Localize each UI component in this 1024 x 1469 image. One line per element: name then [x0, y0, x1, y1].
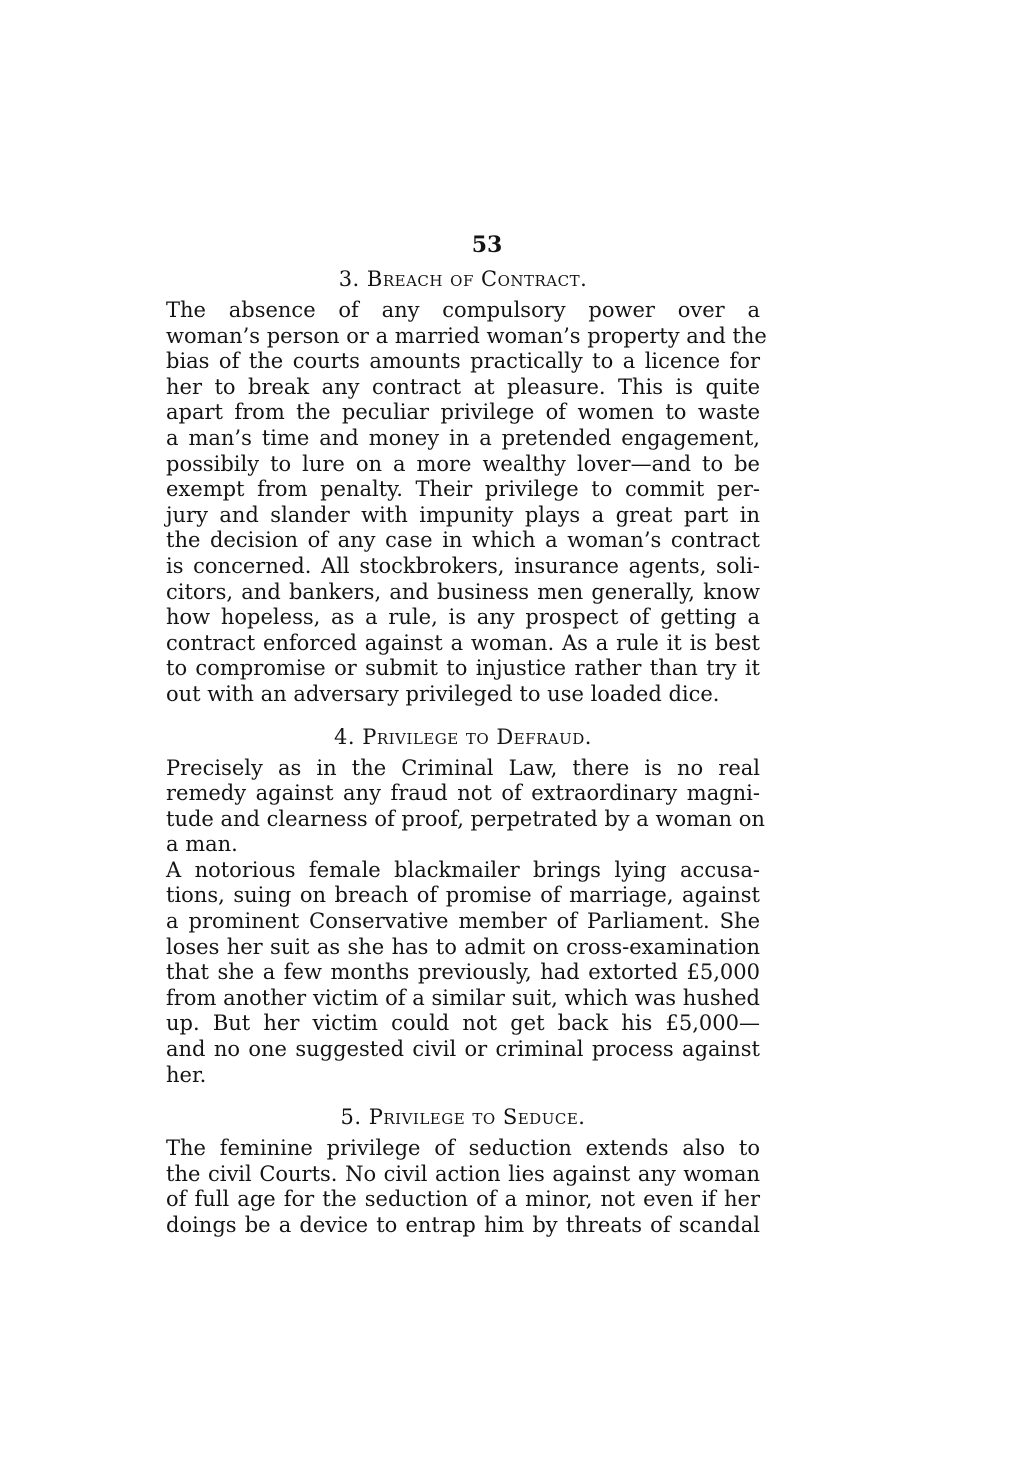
text-line: her to break any contract at pleasure. This is quite [166, 374, 760, 399]
text-line: loses her suit as she has to admit on cross-examination [166, 934, 760, 959]
text-line: The feminine privilege of seduction extends also to [166, 1136, 760, 1161]
text-line: tude and clearness of proof, perpetrated by a woman on [166, 806, 765, 831]
text-line: bias of the courts amounts practically to a licence for [166, 349, 760, 374]
paragraph [166, 858, 760, 1088]
text-line: remedy against any fraud not of extraordinary magni- [166, 781, 760, 806]
paragraph [166, 298, 767, 708]
text-line: that she a few months previously, had extorted £5,000 [166, 960, 760, 985]
text-line: exempt from penalty. Their privilege to commit per- [166, 477, 760, 502]
text-line: the decision of any case in which a woman’s contract [166, 528, 760, 553]
text-line: a man. [166, 832, 238, 857]
text-line: jury and slander with impunity plays a great part in [166, 502, 760, 527]
text-line: to compromise or submit to injustice rather than try it [166, 656, 760, 681]
paragraph [166, 755, 765, 858]
text-line: A notorious female blackmailer brings lying accusa- [166, 857, 760, 882]
text-line: up. But her victim could not get back his £5,000— [166, 1011, 760, 1036]
text-line: out with an adversary privileged to use loaded dice. [166, 681, 720, 706]
section-heading-breach-of-contract: 3. Breach of Contract. [338, 267, 588, 291]
text-line: possibily to lure on a more wealthy lover—and to be [166, 451, 760, 476]
text-line: the civil Courts. No civil action lies against any woman [166, 1161, 760, 1186]
text-line: tions, suing on breach of promise of marriage, against [166, 883, 760, 908]
text-line: a prominent Conservative member of Parliament. She [166, 909, 760, 934]
text-line: of full age for the seduction of a minor, not even if her [166, 1187, 760, 1212]
text-line: doings be a device to entrap him by threats of scandal [166, 1213, 760, 1237]
text-line: Precisely as in the Criminal Law, there is no real [166, 755, 760, 780]
text-line: is concerned. All stockbrokers, insurance agents, soli- [166, 553, 760, 578]
text-line: The absence of any compulsory power over a [166, 298, 760, 322]
section-heading-privilege-to-defraud: 4. Privilege to Defraud. [334, 724, 592, 749]
text-line: from another victim of a similar suit, which was hushed [166, 985, 760, 1010]
page-number: 53 [471, 232, 503, 258]
text-line: her. [166, 1062, 207, 1087]
text-line: contract enforced against a woman. As a rule it is best [166, 630, 760, 655]
text-line: and no one suggested civil or criminal process against [166, 1037, 760, 1062]
text-line: woman’s person or a married woman’s property and the [166, 323, 767, 348]
text-line: apart from the peculiar privilege of women to waste [166, 400, 760, 425]
text-column [166, 228, 767, 1239]
section-heading-privilege-to-seduce: 5. Privilege to Seduce. [340, 1105, 586, 1130]
text-line: citors, and bankers, and business men generally, know [166, 579, 760, 604]
text-line: how hopeless, as a rule, is any prospect of getting a [166, 605, 760, 630]
paragraph [166, 1136, 760, 1238]
text-line: a man’s time and money in a pretended engagement, [166, 425, 760, 450]
